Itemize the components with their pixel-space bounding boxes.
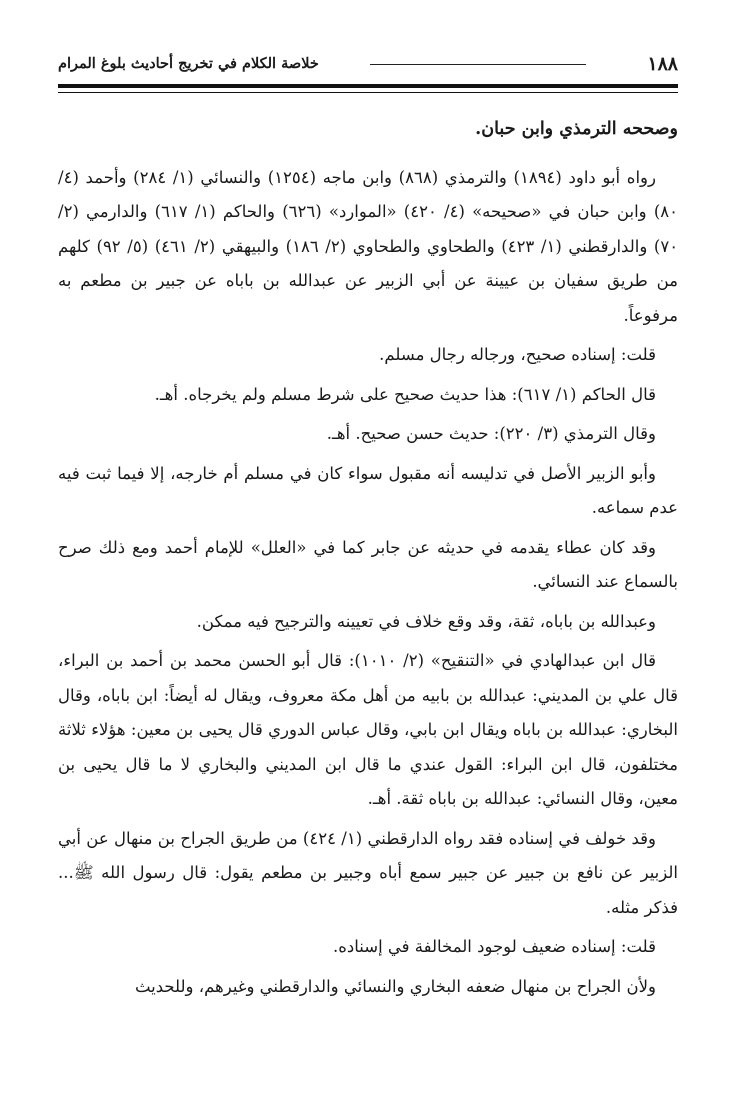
paragraph: وصححه الترمذي وابن حبان.: [475, 119, 678, 139]
page-body: [58, 112, 678, 1009]
paragraph: وقال الترمذي (٣/ ٢٢٠): حديث حسن صحيح. أهـ.: [326, 424, 656, 443]
paragraph: قلت: إسناده صحيح، ورجاله رجال مسلم.: [379, 345, 656, 364]
header-dash-line: [370, 64, 586, 65]
paragraph: قال ابن عبدالهادي في «التنقيح» (٢/ ١٠١٠): قال أبو الحسن محمد بن أحمد بن البراء، قال علي بن المديني: عبدالله بن بابيه من أهل مكة معروف، ويقال له أيضاً: ابن باباه، وقال البخاري: عبدالله بن باباه ويقال ابن بابي، وقال عباس الدوري قال يحيى بن معين: هؤلاء ثلاثة مختلفون، قال ابن البراء: القول عندي ما قال ابن المديني والبخاري لا ما قال يحيى بن معين، وقال النسائي: عبدالله بن باباه ثقة. أهـ.: [58, 651, 678, 808]
paragraph: وقد كان عطاء يقدمه في حديثه عن جابر كما في «العلل» للإمام أحمد ومع ذلك صرح بالسماع عند النسائي.: [58, 537, 678, 591]
paragraph: قلت: إسناده ضعيف لوجود المخالفة في إسناده.: [333, 937, 656, 956]
header-rule-thick: [58, 84, 678, 88]
paragraph: رواه أبو داود (١٨٩٤) والترمذي (٨٦٨) وابن ماجه (١٢٥٤) والنسائي (١/ ٢٨٤) وأحمد (٤/ ٨٠) وابن حبان في «صحيحه» (٤/ ٤٢٠) «الموارد» (٦٢٦) والحاكم (١/ ٦١٧) والدارمي (٢/ ٧٠) والدارقطني (١/ ٤٢٣) والطحاوي والطحاوي (٢/ ١٨٦) والبيهقي (٢/ ٤٦١) (٥/ ٩٢) كلهم من طريق سفيان بن عيينة عن أبي الزبير عن عبدالله بن باباه عن جبير بن مطعم به مرفوعاً.: [58, 167, 679, 325]
page-number: ١٨٨: [647, 53, 678, 75]
paragraph: وأبو الزبير الأصل في تدليسه أنه مقبول سواء كان في مسلم أم خارجه، إلا فيما ثبت فيه عدم سماعه.: [58, 463, 678, 517]
paragraph: ولأن الجراح بن منهال ضعفه البخاري والنسائي والدارقطني وغيرهم، وللحديث: [134, 976, 656, 996]
paragraph: وعبدالله بن باباه، ثقة، وقد وقع خلاف في تعيينه والترجيح فيه ممكن.: [196, 611, 656, 631]
paragraph: قال الحاكم (١/ ٦١٧): هذا حديث صحيح على شرط مسلم ولم يخرجاه. أهـ.: [154, 384, 656, 404]
page-header: [58, 52, 678, 80]
running-title: خلاصة الكلام في تخريج أحاديث بلوغ المرام: [58, 55, 319, 72]
header-rule-thin: [58, 92, 678, 93]
paragraph: وقد خولف في إسناده فقد رواه الدارقطني (١/ ٤٢٤) من طريق الجراح بن منهال عن أبي الزبير عن نافع بن جبير عن جبير سمع أباه وجبير بن مطعم يقول: قال رسول الله ﷺ... فذكر مثله.: [58, 828, 678, 917]
